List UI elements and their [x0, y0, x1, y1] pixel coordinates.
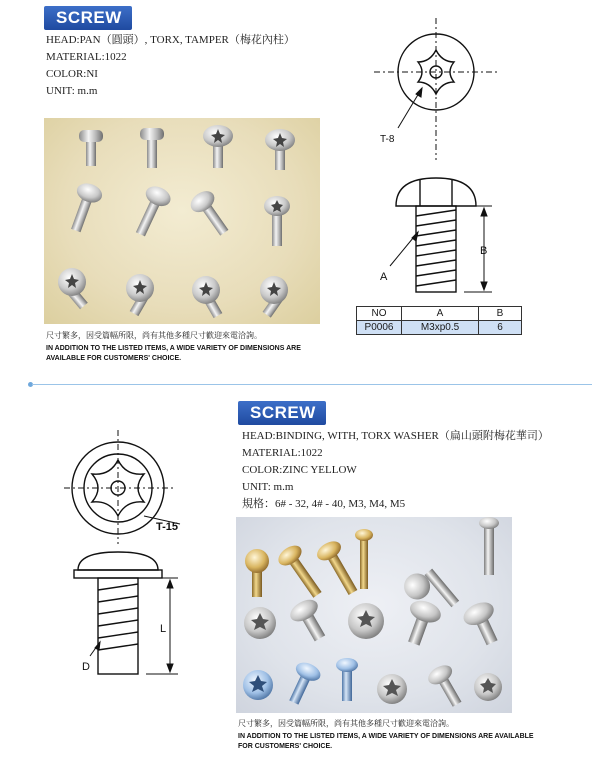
- washer-outline: [74, 570, 162, 578]
- spec-material: MATERIAL:1022: [46, 51, 127, 63]
- screw-blue-13: [282, 659, 323, 708]
- spec-head: HEAD:PAN（圓頭）, TORX, TAMPER（梅花內柱）: [46, 34, 295, 46]
- dim-label-a: A: [380, 271, 388, 283]
- product-photo-pan-torx: [44, 118, 320, 324]
- table-cell-no: P0006: [357, 321, 402, 335]
- section2-note-zh: 尺寸繁多，因受篇幅所限，尚有其他多種尺寸歡迎來電洽詢。: [238, 719, 454, 728]
- table-row: [357, 321, 522, 335]
- screw-blue-14: [336, 658, 358, 701]
- table-header-no: NO: [357, 307, 402, 321]
- section1-note-en: IN ADDITION TO THE LISTED ITEMS, A WIDE VARIETY OF DIMENSIONS ARE AVAILABLE FOR CUSTOMERS' CHOICE.: [46, 345, 301, 362]
- screw-silver-9: [348, 603, 384, 639]
- screw-gold-1: [245, 549, 269, 597]
- thread-outline: [416, 206, 456, 292]
- screw-silver-6: [479, 517, 499, 575]
- screw-head-4: [265, 129, 295, 170]
- dim-label-d: D: [82, 661, 90, 673]
- screw-angled-4: [264, 196, 290, 246]
- screw-angled-1: [64, 180, 105, 235]
- screw-silver-15: [377, 674, 407, 704]
- screw-angled-3: [187, 187, 235, 240]
- screw-silver-7: [244, 607, 276, 639]
- section1-badge: SCREW: [44, 6, 132, 30]
- screw-silver-17: [474, 673, 502, 701]
- section2-specs: [242, 428, 549, 513]
- table-header-a: A: [402, 307, 479, 321]
- screw-silver-10: [399, 597, 444, 649]
- pan-torx-technical-drawing: [360, 10, 530, 295]
- dim-label-l: L: [160, 623, 167, 635]
- spec-material: MATERIAL:1022: [242, 447, 323, 459]
- head-side-view: [396, 178, 476, 206]
- section2-note-en: IN ADDITION TO THE LISTED ITEMS, A WIDE VARIETY OF DIMENSIONS ARE AVAILABLE FOR CUSTOMERS' CHOICE.: [238, 733, 534, 750]
- spec-color: COLOR:NI: [46, 68, 98, 80]
- screw-illustrations: [44, 118, 320, 324]
- dimension-table: [356, 306, 522, 335]
- screw-silver-8: [287, 595, 333, 646]
- screw-head-10: [126, 274, 154, 316]
- screw-silver-11: [460, 598, 507, 650]
- drive-label-t15: T-15: [156, 521, 179, 533]
- screw-gold-3: [314, 537, 365, 598]
- spec-color: COLOR:ZINC YELLOW: [242, 464, 357, 476]
- spec-unit: UNIT: m.m: [46, 85, 98, 97]
- screw-illustrations: [236, 517, 512, 713]
- screw-blue-12: [243, 670, 273, 700]
- table-cell-a: M3xp0.5: [402, 321, 479, 335]
- section1-specs: [46, 32, 295, 100]
- section1-note-zh: 尺寸繁多，因受篇幅所限，尚有其他多種尺寸歡迎來電洽詢。: [46, 331, 262, 340]
- drive-label-t8: T-8: [380, 134, 395, 145]
- screw-gold-4: [355, 529, 373, 589]
- head-side-view: [78, 552, 158, 570]
- binding-torx-washer-technical-drawing: [60, 424, 210, 684]
- screw-head-11: [192, 276, 222, 318]
- screw-side-1: [79, 130, 103, 166]
- screw-silver-16: [425, 661, 469, 710]
- table-header-b: B: [479, 307, 522, 321]
- screw-head-3: [203, 125, 233, 168]
- table-cell-b: 6: [479, 321, 522, 335]
- screw-angled-2: [129, 183, 174, 240]
- dim-label-b: B: [480, 245, 488, 257]
- screw-head-9: [58, 268, 88, 309]
- thread-outline: [98, 578, 138, 674]
- section-divider: [32, 384, 592, 385]
- spec-head: HEAD:BINDING, WITH, TORX WASHER（扁山頭附梅花華司）: [242, 430, 549, 442]
- screw-side-2: [140, 128, 164, 168]
- spec-sizes: 規格：6# - 32, 4# - 40, M3, M4, M5: [242, 498, 406, 510]
- product-photo-binding-torx-washer: [236, 517, 512, 713]
- table-header-row: [357, 307, 522, 321]
- section2-badge: SCREW: [238, 401, 326, 425]
- screw-head-12: [260, 276, 288, 318]
- spec-unit: UNIT: m.m: [242, 481, 294, 493]
